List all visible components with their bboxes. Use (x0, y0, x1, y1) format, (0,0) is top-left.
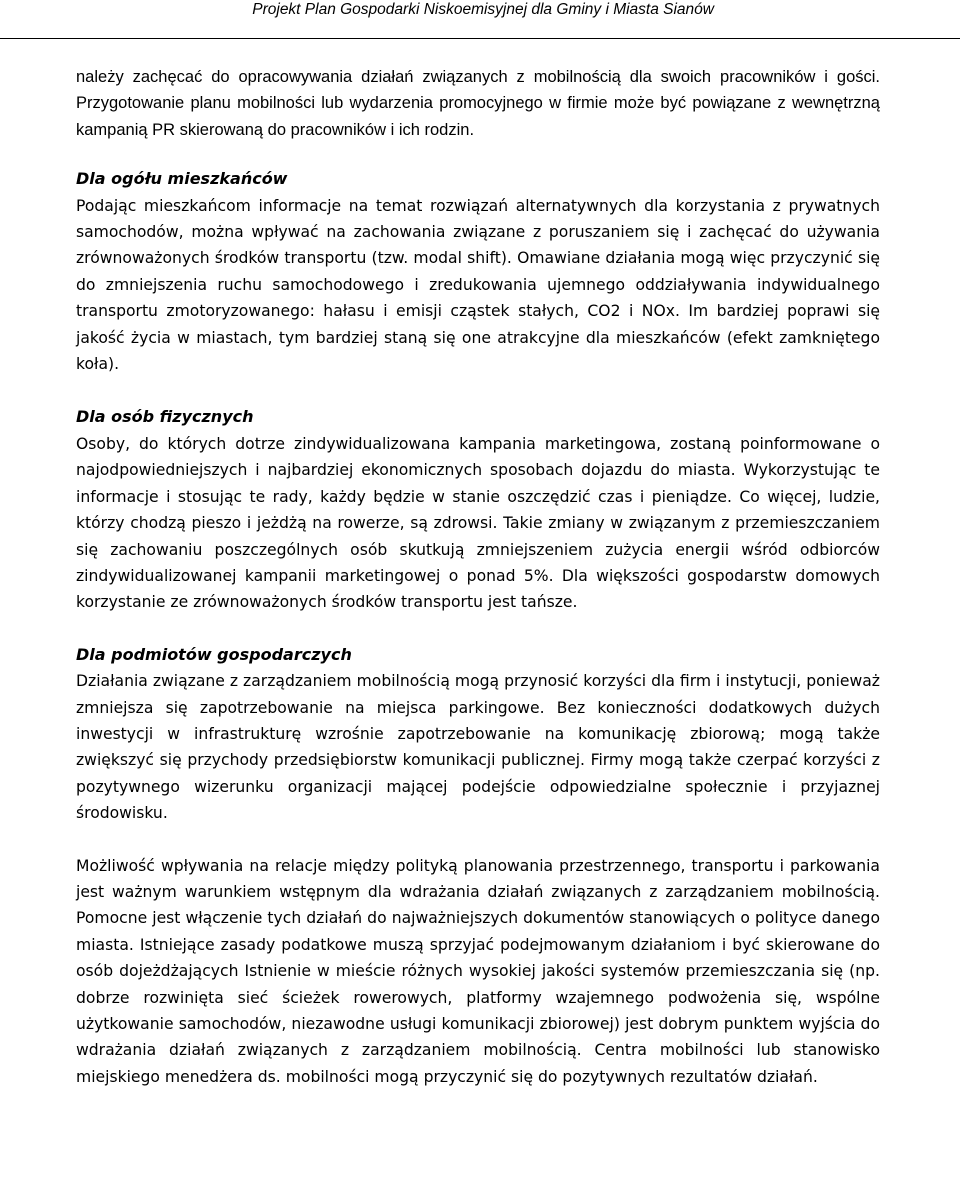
section-body-individuals: Osoby, do których dotrze zindywidualizowana kampania marketingowa, zostaną poinformowane o najodpowiedniejszych i najbardziej ekonomicznych sposobach dojazdu do miasta. Wykorzystując te informacje i stosując te rady, każdy będzie w stanie oszczędzić czas i pieniądze. Co więcej, ludzie, którzy chodzą pieszo i jeżdżą na rowerze, są zdrowsi. Takie zmiany w związanym z przemieszczaniem się zachowaniu poszczególnych osób skutkują zmniejszeniem zużycia energii wśród odbiorców zindywidualizowanej kampanii marketingowej o ponad 5%. Dla większości gospodarstw domowych korzystanie ze zrównoważonych środków transportu jest tańsze. (76, 434, 880, 612)
section-body-residents: Podając mieszkańcom informacje na temat rozwiązań alternatywnych dla korzystania z prywatnych samochodów, można wpływać na zachowania związane z poruszaniem się i zachęcać do używania zrównoważonych środków transportu (tzw. modal shift). Omawiane działania mogą więc przyczynić się do zmniejszenia ruchu samochodowego i zredukowania ujemnego oddziaływania indywidualnego transportu zmotoryzowanego: hałasu i emisji cząstek stałych, CO2 i NOx. Im bardziej poprawi się jakość życia w miastach, tym bardziej staną się one atrakcyjne dla mieszkańców (efekt zamkniętego koła). (76, 196, 880, 374)
section-heading-residents: Dla ogółu mieszkańców (76, 169, 288, 189)
running-header-title: Projekt Plan Gospodarki Niskoemisyjnej dla Gminy i Miasta Sianów (252, 1, 714, 18)
header-divider (0, 38, 960, 39)
section-heading-individuals: Dla osób fizycznych (76, 407, 254, 427)
document-body (76, 64, 880, 1090)
section-body-businesses: Działania związane z zarządzaniem mobilnością mogą przynosić korzyści dla firm i instytucji, ponieważ zmniejsza się zapotrzebowanie na miejsca parkingowe. Bez konieczności dodatkowych dużych inwestycji w infrastrukturę wzrośnie zapotrzebowanie na komunikację zbiorową; mogą także zwiększyć się przychody przedsiębiorstw komunikacji publicznej. Firmy mogą także czerpać korzyści z pozytywnego wizerunku organizacji mającej podejście odpowiedzialne społecznie i przyjaznej środowisku. (76, 672, 880, 823)
closing-paragraph: Możliwość wpływania na relacje między polityką planowania przestrzennego, transportu i parkowania jest ważnym warunkiem wstępnym dla wdrażania działań związanych z zarządzaniem mobilnością. Pomocne jest włączenie tych działań do najważniejszych dokumentów stanowiących o polityce danego miasta. Istniejące zasady podatkowe muszą sprzyjać podejmowanym działaniom i być skierowane do osób dojeżdżających Istnienie w mieście różnych wysokiej jakości systemów przemieszczania się (np. dobrze rozwinięta sieć ścieżek rowerowych, platformy wzajemnego podwożenia się, wspólne użytkowanie samochodów, niezawodne usługi komunikacji zbiorowej) jest dobrym punktem wyjścia do wdrażania działań związanych z zarządzaniem mobilnością. Centra mobilności lub stanowisko miejskiego menedżera ds. mobilności mogą przyczynić się do pozytywnych rezultatów działań. (76, 856, 880, 1086)
page-header (0, 0, 960, 40)
section-heading-businesses: Dla podmiotów gospodarczych (76, 644, 352, 664)
intro-paragraph: należy zachęcać do opracowywania działań związanych z mobilnością dla swoich pracowników i gości. Przygotowanie planu mobilności lub wydarzenia promocyjnego w firmie może być powiązane z wewnętrzną kampanią PR skierowaną do pracowników i ich rodzin. (76, 68, 880, 139)
